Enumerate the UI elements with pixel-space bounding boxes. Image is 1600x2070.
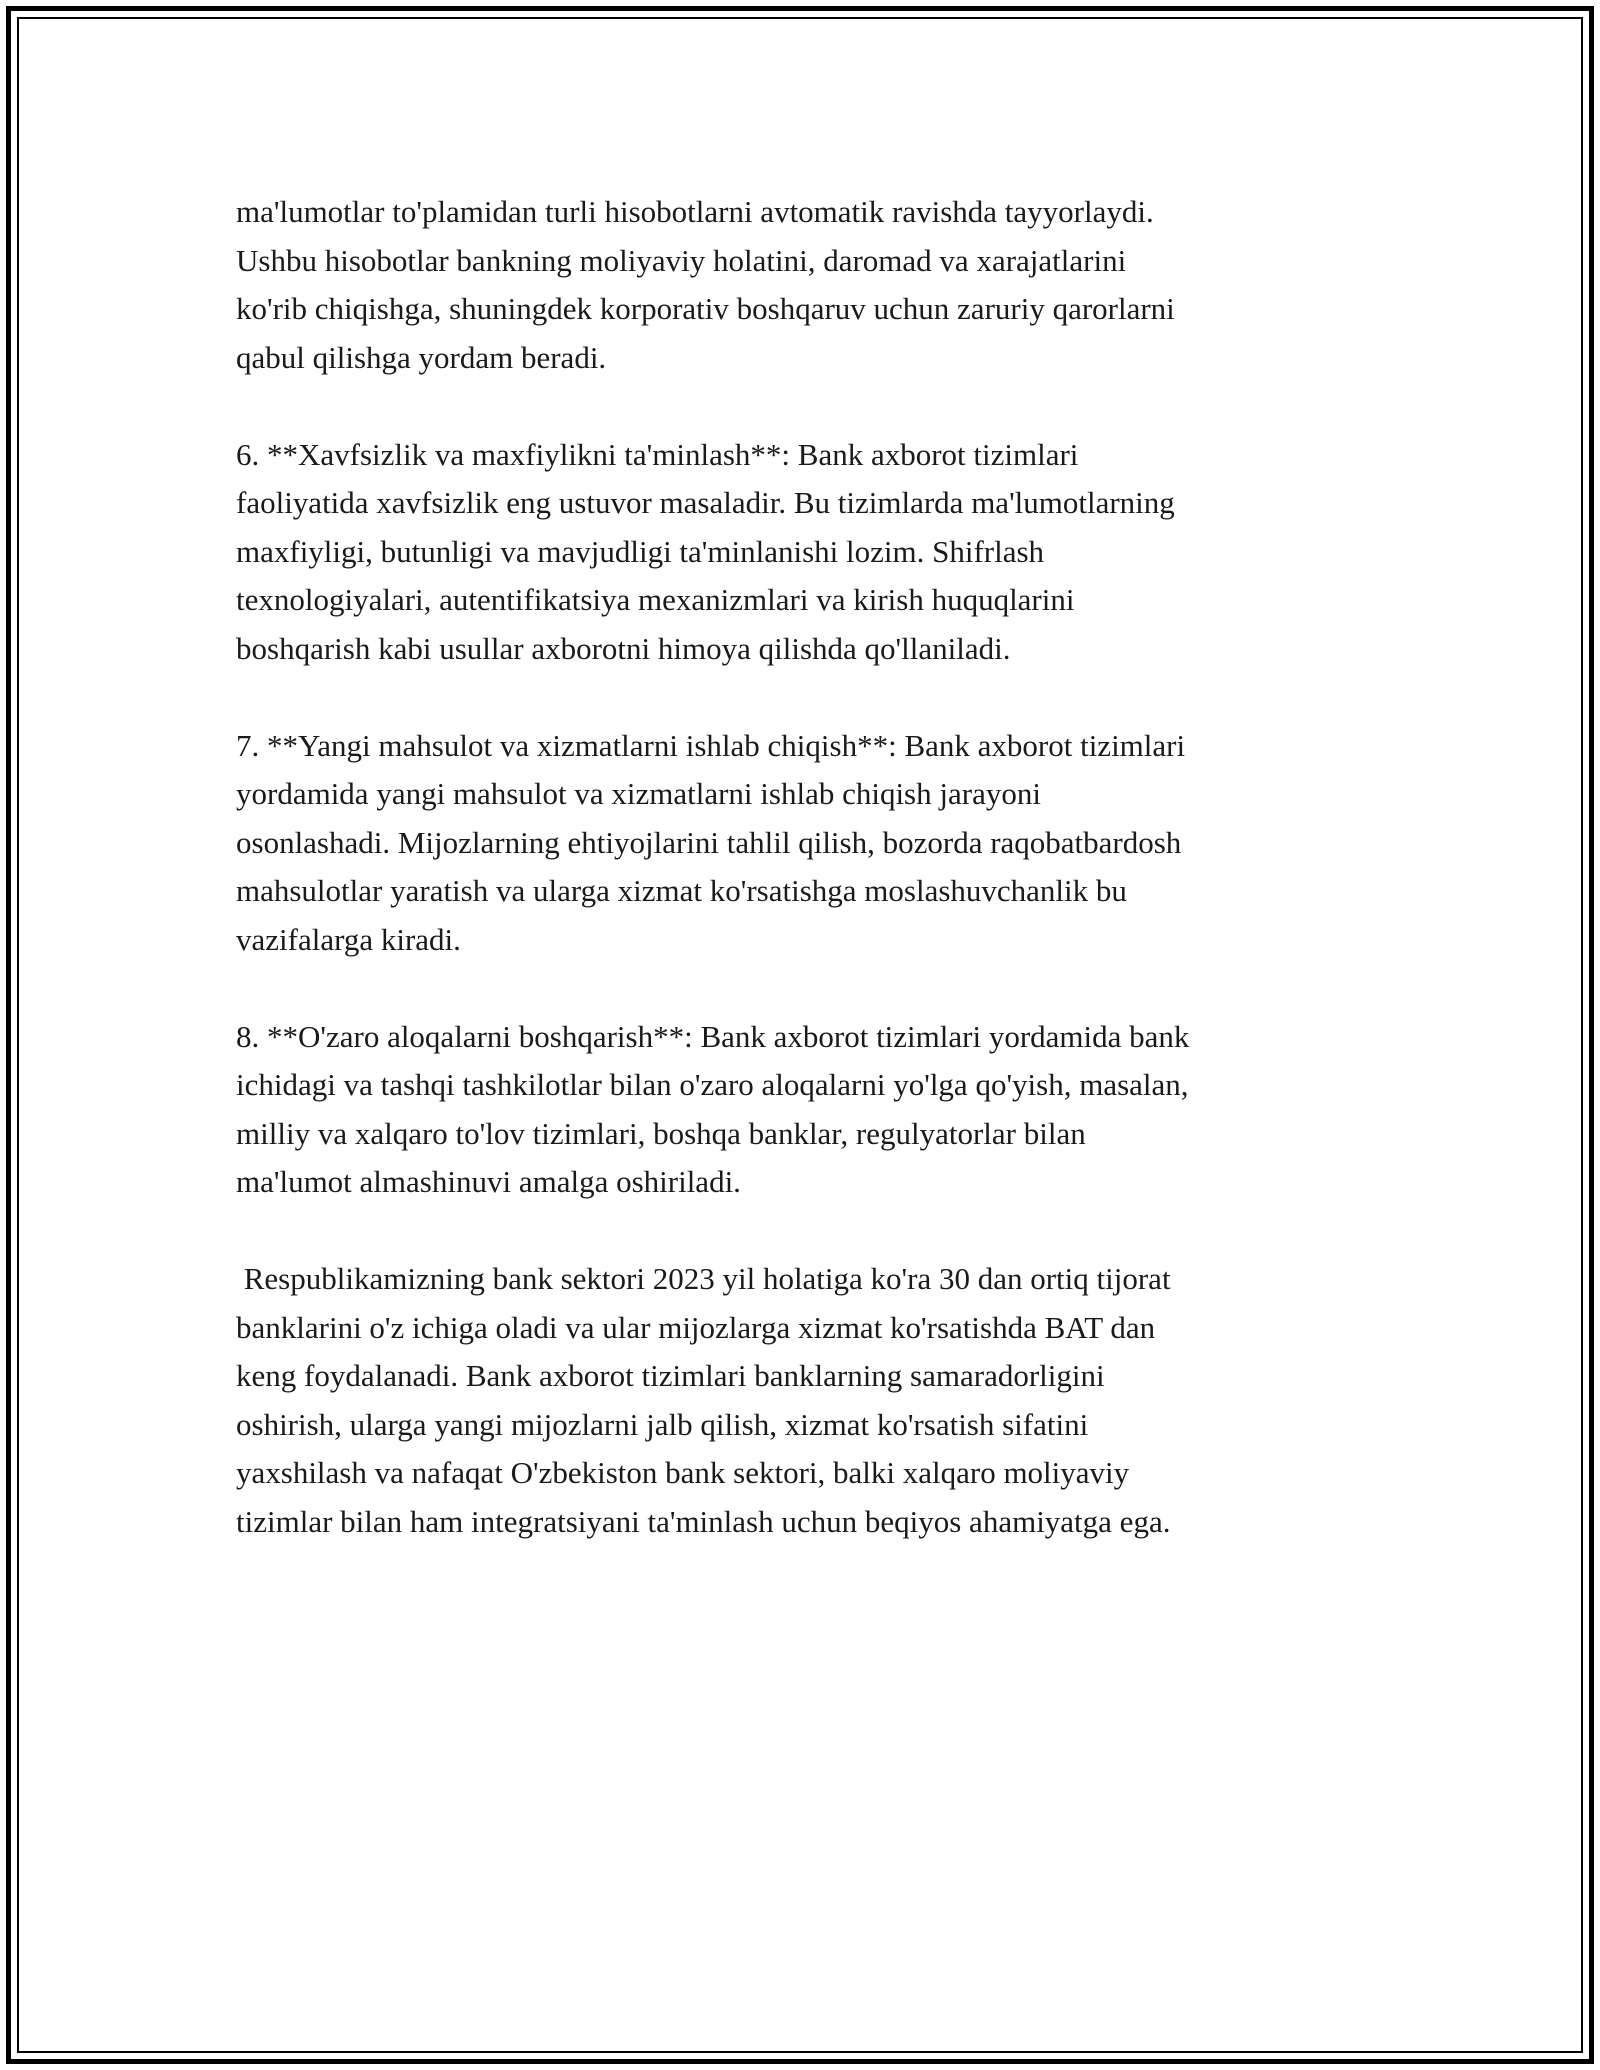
document-body xyxy=(236,188,1406,1546)
text-line: ko'rib chiqishga, shuningdek korporativ boshqaruv uchun zaruriy qarorlarni xyxy=(236,291,1175,326)
text-line: 8. **O'zaro aloqalarni boshqarish**: Bank axborot tizimlari yordamida bank xyxy=(236,1018,1190,1054)
text-line: faoliyatida xavfsizlik eng ustuvor masaladir. Bu tizimlarda ma'lumotlarning xyxy=(236,485,1175,520)
text-line: vazifalarga kiradi. xyxy=(236,921,461,957)
text-line: yordamida yangi mahsulot va xizmatlarni ishlab chiqish jarayoni xyxy=(236,776,1041,811)
text-line: Respublikamizning bank sektori 2023 yil holatiga ko'ra 30 dan ortiq tijorat xyxy=(236,1261,1171,1296)
text-line: osonlashadi. Mijozlarning ehtiyojlarini tahlil qilish, bozorda raqobatbardosh xyxy=(236,824,1182,860)
text-line: 6. **Xavfsizlik va maxfiylikni ta'minlash**: Bank axborot tizimlari xyxy=(236,436,1079,472)
paragraph-item-6-security xyxy=(236,431,1406,674)
text-line: 7. **Yangi mahsulot va xizmatlarni ishlab chiqish**: Bank axborot tizimlari xyxy=(236,727,1186,763)
text-line: tizimlar bilan ham integratsiyani ta'minlash uchun beqiyos ahamiyatga ega. xyxy=(236,1503,1171,1539)
text-line: oshirish, ularga yangi mijozlarni jalb qilish, xizmat ko'rsatish sifatini xyxy=(236,1406,1089,1442)
paragraph-reports-continuation xyxy=(236,188,1406,382)
paragraph-gap xyxy=(236,964,1406,1013)
text-line: mahsulotlar yaratish va ularga xizmat ko'rsatishga moslashuvchanlik bu xyxy=(236,873,1127,908)
text-line: keng foydalanadi. Bank axborot tizimlari banklarning samaradorligini xyxy=(236,1358,1105,1393)
paragraph-gap xyxy=(236,673,1406,722)
text-line: Ushbu hisobotlar bankning moliyaviy holatini, daromad va xarajatlarini xyxy=(236,242,1127,278)
text-line: maxfiyligi, butunligi va mavjudligi ta'minlanishi lozim. Shifrlash xyxy=(236,533,1045,569)
paragraph-gap xyxy=(236,1207,1406,1256)
paragraph-item-7-new-products xyxy=(236,722,1406,965)
text-line: ma'lumot almashinuvi amalga oshiriladi. xyxy=(236,1164,741,1199)
text-line: texnologiyalari, autentifikatsiya mexanizmlari va kirish huquqlarini xyxy=(236,582,1075,617)
paragraph-gap xyxy=(236,382,1406,431)
text-line: ichidagi va tashqi tashkilotlar bilan o'zaro aloqalarni yo'lga qo'yish, masalan, xyxy=(236,1067,1189,1102)
text-line: ma'lumotlar to'plamidan turli hisobotlarni avtomatik ravishda tayyorlaydi. xyxy=(236,194,1154,229)
text-line: milliy va xalqaro to'lov tizimlari, boshqa banklar, regulyatorlar bilan xyxy=(236,1115,1086,1151)
text-line: yaxshilash va nafaqat O'zbekiston bank sektori, balki xalqaro moliyaviy xyxy=(236,1455,1130,1490)
text-line: qabul qilishga yordam beradi. xyxy=(236,339,607,375)
paragraph-bank-sector-summary xyxy=(236,1255,1406,1546)
text-line: banklarini o'z ichiga oladi va ular mijozlarga xizmat ko'rsatishda BAT dan xyxy=(236,1309,1156,1345)
text-line: boshqarish kabi usullar axborotni himoya qilishda qo'llaniladi. xyxy=(236,630,1011,666)
paragraph-item-8-relations xyxy=(236,1013,1406,1207)
